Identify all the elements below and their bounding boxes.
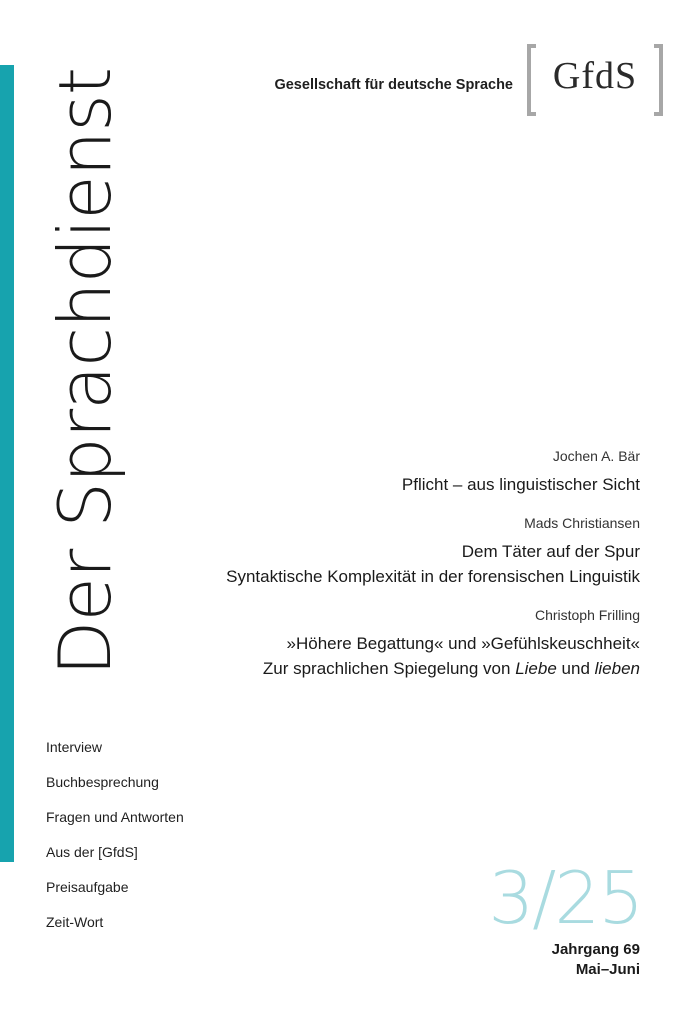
- article-subtitle: [80, 656, 640, 681]
- logo-text: GfdS: [552, 55, 638, 97]
- logo-bracket-left: [527, 44, 536, 116]
- section-item-buchbesprechung: Buchbesprechung: [46, 774, 159, 790]
- subtitle-conjunction: und: [556, 659, 595, 678]
- subtitle-prefix: Zur sprachlichen Spiegelung von: [262, 659, 516, 678]
- article-title: Pflicht – aus linguistischer Sicht: [401, 475, 640, 494]
- section-item-aus-der-gfds: Aus der [GfdS]: [46, 844, 138, 860]
- volume-info: [552, 940, 640, 980]
- gfds-logo: [527, 44, 663, 116]
- article-subtitle: Syntaktische Komplexität in der forensischen Linguistik: [226, 567, 640, 586]
- accent-bar: [0, 65, 14, 862]
- article-list: [80, 446, 640, 697]
- section-item-zeit-wort: Zeit-Wort: [46, 914, 104, 930]
- article-author: Jochen A. Bär: [552, 448, 640, 464]
- issue-number: 3/25: [488, 856, 642, 940]
- society-name: Gesellschaft für deutsche Sprache: [274, 77, 513, 93]
- logo-bracket-right: [654, 44, 663, 116]
- section-item-fragen-und-antworten: Fragen und Antworten: [46, 809, 184, 825]
- section-item-interview: Interview: [46, 739, 103, 755]
- volume-year: Jahrgang 69: [551, 941, 640, 958]
- article-item: [80, 513, 640, 589]
- subtitle-emphasis-liebe: Liebe: [515, 659, 557, 678]
- section-item-preisaufgabe: Preisaufgabe: [46, 879, 129, 895]
- article-author: Mads Christiansen: [524, 515, 640, 531]
- subtitle-emphasis-lieben: lieben: [594, 659, 640, 678]
- section-list: [46, 730, 184, 940]
- volume-months: Mai–Juni: [575, 961, 640, 978]
- article-author: Christoph Frilling: [534, 607, 640, 623]
- article-title: »Höhere Begattung« und »Gefühlskeuschheit«: [286, 634, 640, 653]
- article-item: [80, 605, 640, 681]
- magazine-title: Der Sprachdienst: [43, 68, 127, 676]
- article-item: [80, 446, 640, 497]
- article-title: Dem Täter auf der Spur: [461, 542, 640, 561]
